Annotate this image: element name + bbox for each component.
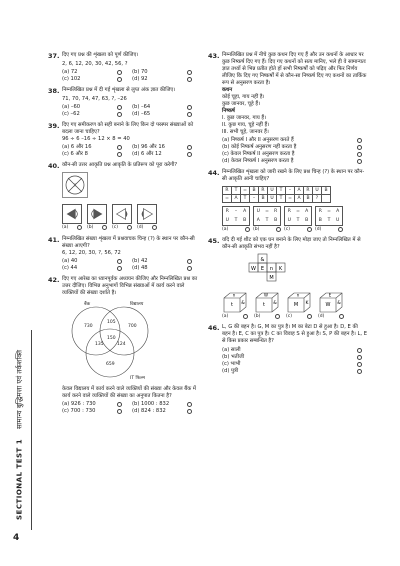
option-a[interactable]: (a) 6 और 16 bbox=[62, 144, 128, 151]
option-b[interactable]: (b) भतीजी bbox=[222, 354, 368, 361]
answer-bubble bbox=[187, 152, 192, 157]
question-number: 38. bbox=[48, 86, 60, 95]
answer-figure-c[interactable] bbox=[286, 291, 312, 313]
venn-value: 124 bbox=[117, 341, 126, 347]
answer-figure-a[interactable] bbox=[62, 204, 82, 224]
option-label: (b) bbox=[87, 225, 94, 231]
venn-value: 730 bbox=[84, 323, 93, 329]
answer-figures bbox=[222, 206, 368, 226]
option-label: (b) bbox=[254, 314, 261, 320]
question-45 bbox=[208, 237, 368, 320]
option-c[interactable]: (c) 700 : 730 bbox=[62, 408, 128, 415]
answer-figure-c[interactable]: R = A U T B bbox=[284, 206, 312, 226]
option-c[interactable]: (c) केवल निष्कर्ष II अनुसरण करता है bbox=[222, 151, 368, 158]
answer-bubble[interactable] bbox=[338, 227, 343, 232]
option-label: (d) bbox=[315, 227, 322, 233]
answer-bubble[interactable] bbox=[152, 225, 157, 230]
venn-label-bank: बैंक bbox=[84, 301, 91, 307]
answer-figures bbox=[62, 204, 198, 224]
page-number: 4 bbox=[13, 533, 20, 543]
question-subtext: केवल विद्यालय में कार्य करने वाले व्यक्तियों की संख्या और केवल बैंक में कार्य करने वाले व्यक्तियों की संख्या का अनुपात कितना है? bbox=[62, 385, 197, 399]
question-text: कौन-सी उत्तर आकृति प्रश्न आकृति के प्रतिरूप को पूरा करेगी? bbox=[62, 161, 178, 168]
svg-text:E: E bbox=[328, 292, 332, 298]
answer-bubble[interactable] bbox=[275, 314, 280, 319]
answer-bubble[interactable] bbox=[127, 225, 132, 230]
svg-text:M: M bbox=[269, 275, 274, 282]
question-text: निम्नलिखित शृंखला को जारी रखने के लिए प्रश्न चिन्ह (?) के स्थान पर कौन-सी आकृति आनी चाहिए? bbox=[222, 169, 365, 183]
series-text: 2, 6, 12, 20, 30, 42, 56, ? bbox=[62, 60, 128, 67]
question-43 bbox=[208, 52, 368, 165]
answer-bubble bbox=[117, 70, 122, 75]
option-a[interactable]: (a) निष्कर्ष I और II अनुसरण करते हैं bbox=[222, 137, 368, 144]
answer-bubble bbox=[187, 70, 192, 75]
question-number: 39. bbox=[48, 121, 60, 130]
sidebar-divider bbox=[31, 330, 32, 530]
conclusion: II. कुछ गाय, चूहे नहीं हैं। bbox=[222, 122, 270, 129]
option-a[interactable]: (a) 72 bbox=[62, 69, 128, 76]
statement: कुछ जानवर, चूहे हैं। bbox=[222, 101, 261, 108]
answer-bubble bbox=[357, 355, 362, 360]
answer-figure-a[interactable] bbox=[222, 291, 248, 313]
svg-text:K: K bbox=[278, 266, 283, 273]
question-37 bbox=[48, 52, 198, 83]
cube-net bbox=[248, 253, 308, 285]
option-label: (a) bbox=[222, 314, 229, 320]
left-column bbox=[48, 52, 198, 419]
answer-figure-b[interactable] bbox=[87, 204, 107, 224]
question-number: 41. bbox=[48, 235, 60, 244]
svg-text:n: n bbox=[232, 292, 236, 298]
svg-text:W: W bbox=[264, 292, 268, 298]
option-d[interactable]: (d) 48 bbox=[132, 265, 198, 272]
question-text: निम्नलिखित प्रश्न में दी गई शृंखला से लुप्त अंक ज्ञात कीजिए। bbox=[62, 86, 176, 93]
answer-bubble bbox=[357, 369, 362, 374]
right-column bbox=[208, 52, 368, 379]
option-c[interactable]: (c) 44 bbox=[62, 265, 128, 272]
answer-figure-d[interactable] bbox=[137, 204, 157, 224]
svg-text:W: W bbox=[251, 266, 256, 273]
svg-text:&: & bbox=[260, 257, 265, 264]
svg-text:t: t bbox=[263, 302, 265, 309]
option-c[interactable]: (c) 102 bbox=[62, 76, 128, 83]
option-c[interactable]: (c) –62 bbox=[62, 111, 128, 118]
venn-value: 700 bbox=[128, 323, 137, 329]
option-label: (c) bbox=[284, 227, 290, 233]
option-d[interactable]: (d) 6 और 12 bbox=[132, 151, 198, 158]
answer-bubble bbox=[357, 145, 362, 150]
option-b[interactable]: (b) 42 bbox=[132, 258, 198, 265]
question-number: 44. bbox=[208, 169, 220, 178]
statement-heading: कथन bbox=[222, 87, 233, 94]
question-46 bbox=[208, 324, 368, 374]
svg-text:?: ? bbox=[73, 183, 77, 189]
option-label: (c) bbox=[286, 314, 292, 320]
svg-text:&: & bbox=[337, 301, 341, 307]
question-text: दिए गए प्रश्न की शृंखला को पूर्ण कीजिए। bbox=[62, 52, 139, 58]
question-number: 42. bbox=[48, 275, 60, 284]
answer-bubble bbox=[117, 112, 122, 117]
conclusion: III. सभी चूहे, जानवर हैं। bbox=[222, 129, 269, 136]
option-label: (b) bbox=[253, 227, 260, 233]
option-b[interactable]: (b) कोई निष्कर्ष अनुसरण नहीं करता है bbox=[222, 144, 368, 151]
option-a[interactable]: (a) 926 : 730 bbox=[62, 401, 128, 408]
question-number: 46. bbox=[208, 324, 220, 333]
svg-text:n: n bbox=[296, 292, 300, 298]
svg-text:M: M bbox=[293, 302, 299, 309]
venn-value: 105 bbox=[107, 319, 116, 325]
venn-value: 150 bbox=[107, 335, 116, 341]
answer-bubble bbox=[117, 259, 122, 264]
option-label: (a) bbox=[222, 227, 229, 233]
venn-value: 135 bbox=[95, 341, 104, 347]
venn-label-school: विद्यालय bbox=[130, 301, 144, 307]
answer-figure-b[interactable] bbox=[254, 291, 280, 313]
svg-text:W: W bbox=[325, 302, 331, 309]
option-b[interactable]: (b) 70 bbox=[132, 69, 198, 76]
answer-figure-a[interactable]: R – A U T B bbox=[222, 206, 250, 226]
svg-text:t: t bbox=[231, 302, 233, 309]
question-number: 43. bbox=[208, 52, 220, 60]
answer-bubble bbox=[187, 266, 192, 271]
answer-bubble[interactable] bbox=[77, 225, 82, 230]
answer-bubble bbox=[117, 77, 122, 82]
section-label: SECTIONAL TEST 1 bbox=[15, 438, 24, 520]
answer-bubble[interactable] bbox=[245, 227, 250, 232]
question-44 bbox=[208, 169, 368, 233]
option-b[interactable]: (b) 1000 : 832 bbox=[132, 401, 198, 408]
svg-text:&: & bbox=[273, 301, 277, 307]
answer-bubble bbox=[187, 409, 192, 414]
answer-bubble bbox=[357, 348, 362, 353]
answer-bubble bbox=[117, 105, 122, 110]
answer-figure-b[interactable]: U = R A T B bbox=[253, 206, 281, 226]
sidebar-labels bbox=[10, 330, 30, 520]
series-text: 6, 12, 20, 30, ?, 56, 72 bbox=[62, 249, 121, 256]
equation-text: 96 ÷ 6 –16 ÷ 12 × 8 = 40 bbox=[62, 135, 130, 142]
question-series-grid: R T = B R U T – A R U B = A T – B U T = A B ? bbox=[222, 186, 331, 203]
question-number: 37. bbox=[48, 52, 60, 60]
answer-figure-c[interactable] bbox=[112, 204, 132, 224]
answer-bubble bbox=[187, 77, 192, 82]
answer-bubble bbox=[357, 159, 362, 164]
answer-bubble bbox=[187, 402, 192, 407]
option-label: (a) bbox=[62, 225, 69, 231]
answer-bubble bbox=[357, 362, 362, 367]
option-label: (d) bbox=[137, 225, 144, 231]
conclusion-heading: निष्कर्ष bbox=[222, 108, 235, 115]
series-text: 71, 70, 74, 47, 63, ?, –26 bbox=[62, 95, 127, 102]
answer-bubble[interactable] bbox=[102, 225, 107, 230]
question-text: निम्नलिखित प्रश्न में नीचे कुछ कथन दिए गए हैं और उन कथनों के आधार पर कुछ निष्कर्ष दिए गए हैं। दिए गए कथनों को सत्य मानिए, भले ही वे सामान्यतः ज्ञात तथ्यों से भिन्न प्रतीत होते हों सभी निष्कर्षों को पढ़िए और फिर निर्णय लीजिए कि दिए गए निष्कर्षों में से कौन-सा निष्कर्ष दिए गए कथनों का तार्किक रूप से अनुसरण करता है। bbox=[222, 52, 367, 87]
option-c[interactable]: (c) 6 और 8 bbox=[62, 151, 128, 158]
answer-bubble bbox=[117, 409, 122, 414]
statement: कोई चूहा, गाय नहीं है। bbox=[222, 94, 265, 101]
question-40 bbox=[48, 162, 198, 232]
option-label: (c) bbox=[112, 225, 118, 231]
svg-text:E: E bbox=[260, 266, 265, 273]
question-38 bbox=[48, 87, 198, 118]
question-text: दिए गए समीकरण को सही बनाने के लिए किन दो परस्पर संख्याओं को बदला जाना चाहिए? bbox=[62, 121, 194, 135]
answer-figure-d[interactable] bbox=[318, 291, 344, 313]
venn-diagram bbox=[62, 299, 162, 383]
option-b[interactable]: (b) 96 और 16 bbox=[132, 144, 198, 151]
question-text: दिए गए आरेख का ध्यानपूर्वक अध्ययन कीजिए और निम्नलिखित प्रश्न का उत्तर दीजिए। विभिन्न अनुभागों विभिन्न संख्याओं में कार्य करने वाले व्यक्तियों की संख्या दर्शाते है। bbox=[62, 275, 198, 296]
option-a[interactable]: (a) साली bbox=[222, 347, 368, 354]
option-d[interactable]: (d) 824 : 832 bbox=[132, 408, 198, 415]
answer-bubble[interactable] bbox=[339, 314, 344, 319]
answer-bubble[interactable] bbox=[276, 227, 281, 232]
option-label: (d) bbox=[318, 314, 325, 320]
answer-figure-d[interactable]: R = A B T U bbox=[315, 206, 343, 226]
question-42 bbox=[48, 276, 198, 415]
option-d[interactable]: (d) केवल निष्कर्ष I अनुसरण करता है bbox=[222, 158, 368, 165]
answer-bubble bbox=[117, 152, 122, 157]
answer-bubble bbox=[117, 266, 122, 271]
question-text: L, G की बहन है। G, M का पुत्र है। M का बेटा D से हुआ है। D, E की बहन है। E, C का पुत्र है। C का विवाह S से हुआ है। S, P की बहन है। L, E से किस प्रकार सम्बन्धित है? bbox=[222, 324, 367, 345]
option-d[interactable]: (d) 92 bbox=[132, 76, 198, 83]
answer-bubble[interactable] bbox=[307, 314, 312, 319]
option-a[interactable]: (a) 40 bbox=[62, 258, 128, 265]
svg-text:K: K bbox=[305, 301, 309, 307]
venn-label-it: IT फिल्म bbox=[130, 375, 145, 381]
question-number: 45. bbox=[208, 237, 220, 246]
question-39 bbox=[48, 122, 198, 158]
conclusion: I. कुछ जानवर, गाय हैं। bbox=[222, 115, 267, 122]
answer-bubble bbox=[357, 152, 362, 157]
question-figure bbox=[62, 172, 88, 198]
answer-bubble bbox=[187, 105, 192, 110]
question-text: निम्नलिखित संख्या शृंखला में प्रश्नवाचक चिन्ह (?) के स्थान पर कौन-सी संख्या आएगी? bbox=[62, 235, 195, 249]
answer-bubble bbox=[187, 259, 192, 264]
answer-bubble bbox=[357, 138, 362, 143]
answer-bubble[interactable] bbox=[243, 314, 248, 319]
answer-bubble bbox=[117, 402, 122, 407]
answer-bubble[interactable] bbox=[307, 227, 312, 232]
answer-bubble bbox=[187, 145, 192, 150]
question-text: यदि दी गई शीट को एक घन बनाने के लिए मोड़ा जाए तो निम्नलिखित में से कौन-सी आकृति संभव नहीं है? bbox=[222, 237, 361, 251]
question-number: 40. bbox=[48, 161, 60, 170]
answer-bubble bbox=[187, 112, 192, 117]
answer-bubble bbox=[117, 145, 122, 150]
svg-text:&: & bbox=[241, 301, 245, 307]
svg-text:n: n bbox=[269, 266, 274, 273]
subject-label: सामान्य बुद्धिमत्ता एवं तर्कशक्ति bbox=[15, 349, 24, 429]
option-b[interactable]: (b) –64 bbox=[132, 104, 198, 111]
sidebar bbox=[0, 0, 40, 566]
option-a[interactable]: (a) –60 bbox=[62, 104, 128, 111]
venn-value: 659 bbox=[106, 361, 115, 367]
option-d[interactable]: (d) –65 bbox=[132, 111, 198, 118]
option-d[interactable]: (d) पुत्री bbox=[222, 368, 368, 375]
option-c[interactable]: (c) भाभी bbox=[222, 361, 368, 368]
question-41 bbox=[48, 236, 198, 272]
answer-figures bbox=[222, 291, 368, 313]
